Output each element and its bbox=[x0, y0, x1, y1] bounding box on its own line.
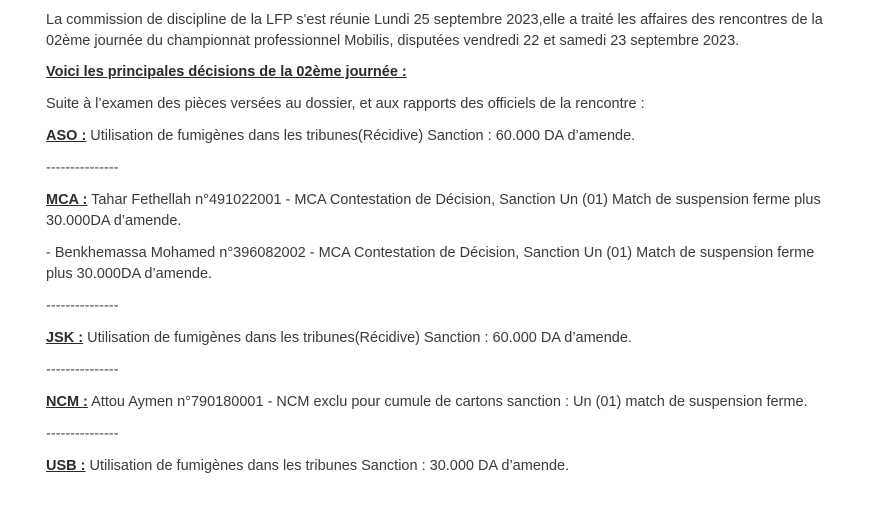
club-label-jsk: JSK : bbox=[46, 330, 84, 346]
decision-text-usb: Utilisation de fumigènes dans les tribunes Sanction : 30.000 DA d’amende. bbox=[85, 458, 570, 474]
decisions-heading-text: Voici les principales décisions de la 02ème journée : bbox=[46, 64, 407, 80]
decision-usb bbox=[46, 456, 836, 477]
separator: --------------- bbox=[46, 362, 119, 378]
decision-text-ncm: Attou Aymen n°790180001 - NCM exclu pour cumule de cartons sanction : Un (01) match de suspension ferme. bbox=[87, 394, 808, 410]
decision-text-mca: Tahar Fethellah n°491022001 - MCA Contestation de Décision, Sanction Un (01) Match de suspension ferme plus 30.000DA d’amende. bbox=[46, 192, 821, 229]
decision-jsk bbox=[46, 328, 836, 349]
club-label-aso: ASO : bbox=[46, 128, 87, 144]
decision-mca-extra: - Benkhemassa Mohamed n°396082002 - MCA Contestation de Décision, Sanction Un (01) Match de suspension ferme plus 30.000DA d’amende. bbox=[46, 245, 815, 282]
decision-text-aso: Utilisation de fumigènes dans les tribunes(Récidive) Sanction : 60.000 DA d’amende. bbox=[86, 128, 636, 144]
article-body bbox=[46, 10, 836, 488]
club-label-ncm: NCM : bbox=[46, 394, 88, 410]
separator: --------------- bbox=[46, 298, 119, 314]
club-label-usb: USB : bbox=[46, 458, 86, 474]
separator: --------------- bbox=[46, 426, 119, 442]
intro-paragraph: La commission de discipline de la LFP s'est réunie Lundi 25 septembre 2023,elle a traité les affaires des rencontres de la 02ème journée du championnat professionnel Mobilis, disputées vendredi 22 et samedi 23 septembre 2023. bbox=[46, 12, 823, 49]
preamble-paragraph: Suite à l’examen des pièces versées au dossier, et aux rapports des officiels de la rencontre : bbox=[46, 96, 645, 112]
decision-aso bbox=[46, 126, 836, 147]
decision-mca bbox=[46, 190, 836, 232]
decisions-heading bbox=[46, 62, 836, 83]
decision-ncm bbox=[46, 392, 836, 413]
separator: --------------- bbox=[46, 160, 119, 176]
decision-text-jsk: Utilisation de fumigènes dans les tribunes(Récidive) Sanction : 60.000 DA d’amende. bbox=[83, 330, 632, 346]
club-label-mca: MCA : bbox=[46, 192, 88, 208]
